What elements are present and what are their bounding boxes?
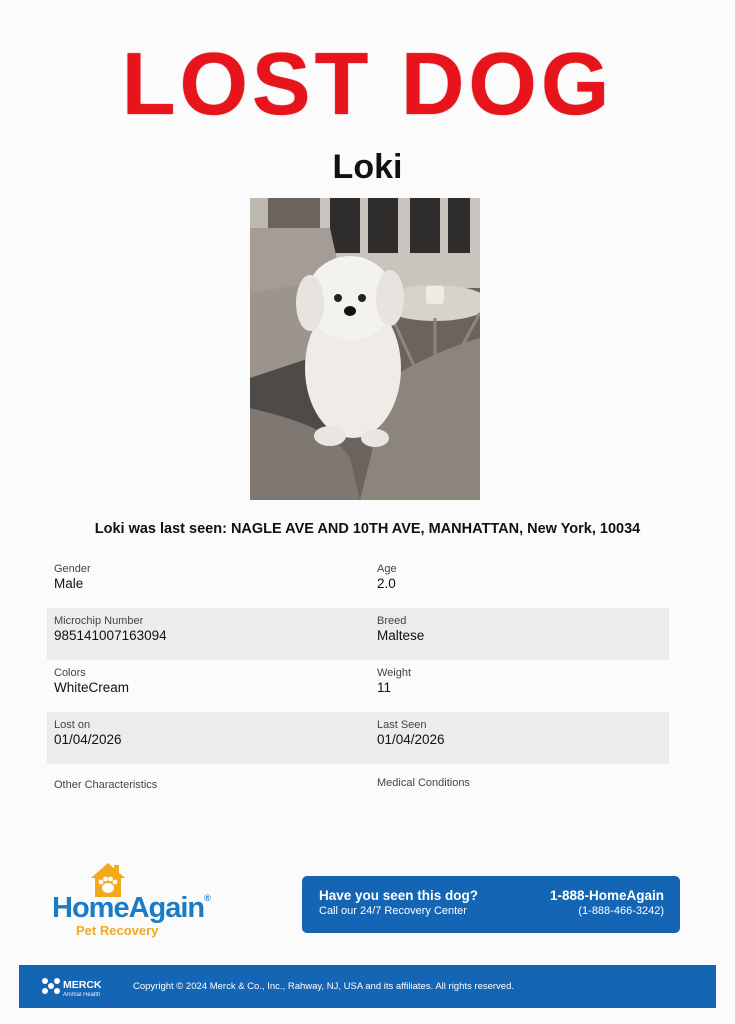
weight-value: 11 xyxy=(377,680,392,695)
details-table xyxy=(47,556,669,816)
logo-wordmark xyxy=(52,894,232,923)
age-label: Age xyxy=(377,563,397,575)
last-seen-location: Loki was last seen: NAGLE AVE AND 10TH AVE, MANHATTAN, New York, 10034 xyxy=(94,521,641,537)
microchip-label: Microchip Number xyxy=(54,615,144,627)
lost-on-label: Lost on xyxy=(54,719,91,731)
microchip-value: 985141007163094 xyxy=(54,628,167,643)
merck-brand: MERCK xyxy=(63,979,102,991)
gender-value: Male xyxy=(54,576,84,591)
dog-photo xyxy=(250,198,480,500)
age-cell xyxy=(377,563,397,592)
breed-value: Maltese xyxy=(377,628,425,643)
colors-value: WhiteCream xyxy=(54,680,130,695)
gender-label: Gender xyxy=(54,563,91,575)
medical-conditions-cell xyxy=(377,777,470,790)
recovery-call-banner[interactable] xyxy=(302,876,680,933)
merck-logo-icon xyxy=(41,977,61,1000)
colors-cell xyxy=(54,667,129,696)
details-row xyxy=(47,556,669,608)
microchip-cell xyxy=(54,615,167,644)
lost-dog-headline: LOST DOG xyxy=(121,34,614,133)
registered-mark: ® xyxy=(204,893,211,903)
medical-conditions-label: Medical Conditions xyxy=(377,777,470,789)
colors-label: Colors xyxy=(54,667,86,679)
weight-label: Weight xyxy=(377,667,412,679)
details-row xyxy=(47,660,669,712)
logo-tagline: Pet Recovery xyxy=(76,923,159,938)
merck-brand-sub: Animal Health xyxy=(63,992,101,998)
cta-phone-numeric[interactable]: (1-888-466-3242) xyxy=(578,905,664,917)
weight-cell xyxy=(377,667,411,696)
cta-subtext: Call our 24/7 Recovery Center xyxy=(319,905,467,917)
other-characteristics-cell xyxy=(54,779,157,792)
dog-photo-illustration xyxy=(250,198,480,500)
breed-label: Breed xyxy=(377,615,407,627)
details-row xyxy=(47,764,669,816)
logo-name: HomeAgain xyxy=(52,892,205,924)
copyright-text: Copyright © 2024 Merck & Co., Inc., Rahway, NJ, USA and its affiliates. All rights reserved. xyxy=(133,981,515,992)
footer-bar xyxy=(19,965,716,1008)
details-row xyxy=(47,712,669,764)
cta-phone[interactable]: 1-888-HomeAgain xyxy=(549,888,664,903)
last-seen-date-value: 01/04/2026 xyxy=(377,732,445,747)
last-seen-date-cell xyxy=(377,719,445,748)
breed-cell xyxy=(377,615,424,644)
details-row xyxy=(47,608,669,660)
last-seen-date-label: Last Seen xyxy=(377,719,427,731)
cta-question: Have you seen this dog? xyxy=(319,888,479,903)
homeagain-logo xyxy=(52,858,232,944)
pet-name: Loki xyxy=(332,148,403,186)
other-characteristics-label: Other Characteristics xyxy=(54,779,158,791)
gender-cell xyxy=(54,563,91,592)
lost-on-cell xyxy=(54,719,122,748)
lost-on-value: 01/04/2026 xyxy=(54,732,122,747)
age-value: 2.0 xyxy=(377,576,396,591)
